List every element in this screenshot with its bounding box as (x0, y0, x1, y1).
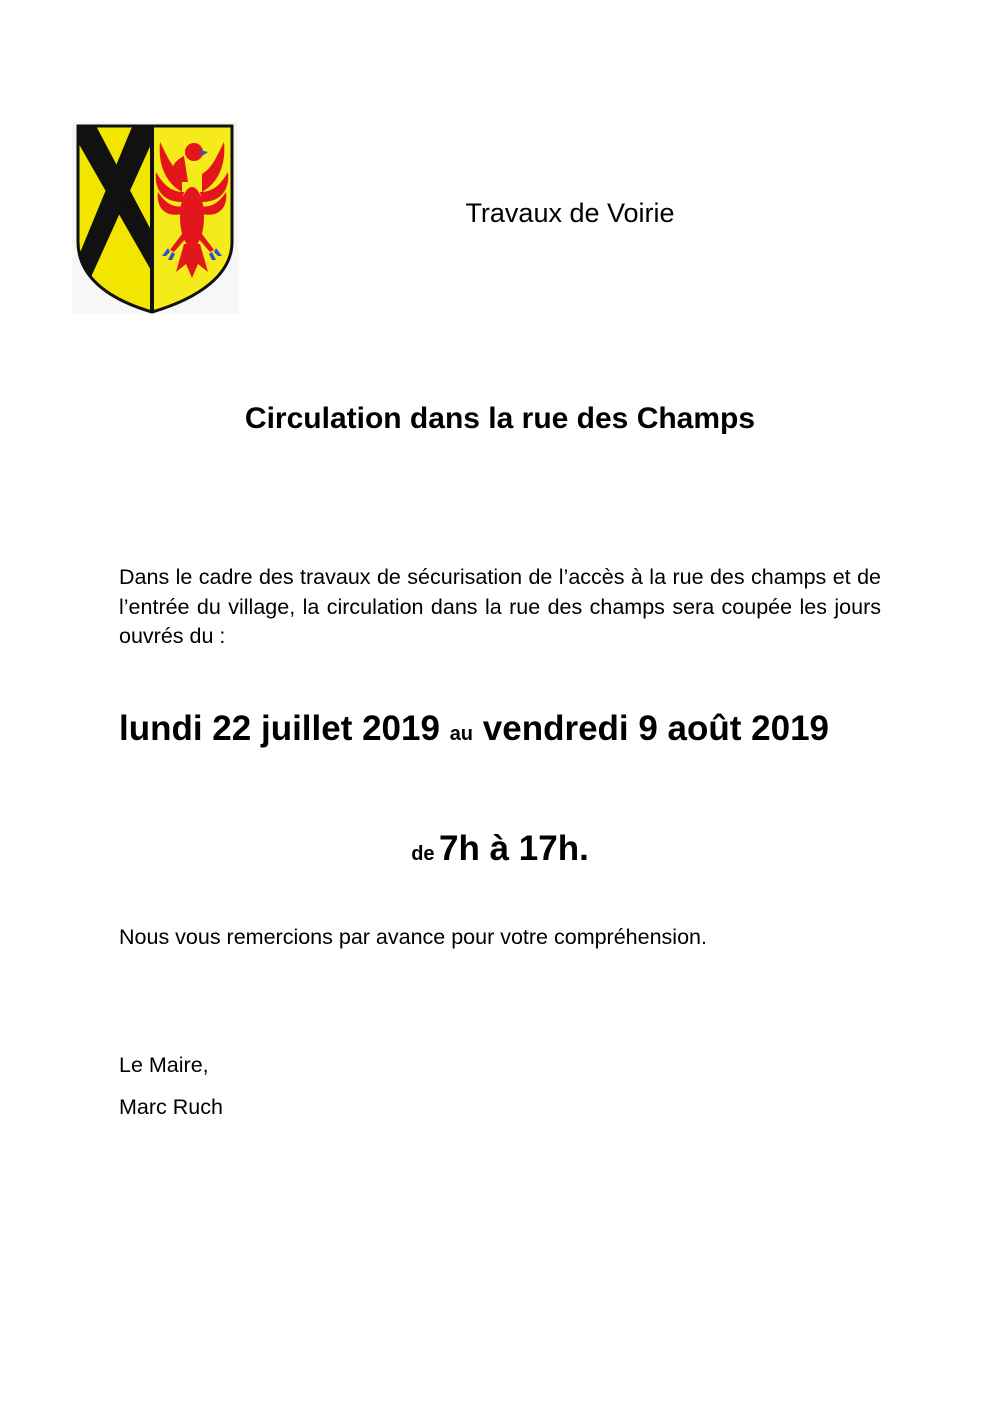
crest-divider (150, 122, 154, 314)
thanks-text: Nous vous remercions par avance pour votre compréhension. (119, 925, 707, 949)
page-title: Circulation dans la rue des Champs (244, 402, 756, 435)
hours-range (0, 827, 1000, 878)
date-connector: au (449, 723, 474, 745)
signature-name: Marc Ruch (119, 1095, 223, 1119)
start-date: lundi 22 juillet 2019 (119, 709, 440, 748)
notice-paragraph: Dans le cadre des travaux de sécurisation de l’accès à la rue des champs et de l’entrée du village, la circulation dans la rue des champs sera coupée les jours ouvrés du : (119, 565, 881, 648)
signature-role: Le Maire, (119, 1053, 209, 1077)
coat-of-arms-icon (72, 122, 238, 314)
hours-prefix: de (411, 843, 435, 865)
coat-of-arms-svg (72, 122, 238, 314)
date-range (119, 707, 919, 756)
hours-value: 7h à 17h. (439, 829, 589, 868)
header-title: Travaux de Voirie (465, 198, 675, 228)
end-date: vendredi 9 août 2019 (482, 709, 830, 748)
